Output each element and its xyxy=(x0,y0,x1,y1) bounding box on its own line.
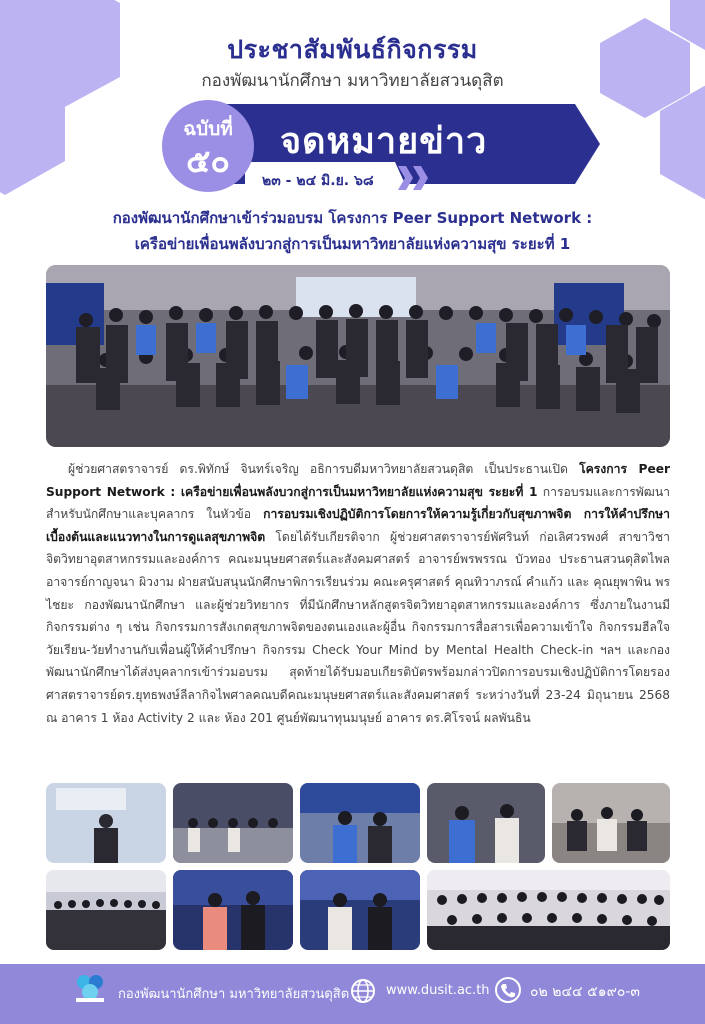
news-body-text xyxy=(46,458,670,729)
page-title: ประชาสัมพันธ์กิจกรรม xyxy=(227,35,478,64)
activity-photo-1 xyxy=(46,783,166,863)
activity-photo-6 xyxy=(46,870,166,950)
group-photo xyxy=(46,265,670,447)
footer-organization: กองพัฒนานักศึกษา มหาวิทยาลัยสวนดุสิต xyxy=(118,987,350,1002)
activity-photo-9 xyxy=(427,870,670,950)
page-subtitle: กองพัฒนานักศึกษา มหาวิทยาลัยสวนดุสิต xyxy=(201,71,504,91)
issue-badge xyxy=(162,100,254,192)
activity-photo-4 xyxy=(427,783,545,863)
body-topic-intro: การอบรมและการพัฒนาสำหรับนักศึกษาและบุคลากร ในหัวข้อ xyxy=(46,484,670,522)
headline-line-1: กองพัฒนานักศึกษาเข้าร่วมอบรม โครงการ Peer Support Network : xyxy=(112,209,593,227)
body-details: โดยได้รับเกียรติจาก ผู้ช่วยศาสตราจารย์พัศรินท์ ก่อเลิศวรพงศ์ สาขาวิชาจิตวิทยาอุตสาหกรรมและองค์การ คณะมนุษยศาสตร์และสังคมศาสตร์ อาจารย์พรพรรณ บัวทอง ประธานสวนดุสิตไพล อาจารย์กาญจนา ผิวงาม ฝ่ายสนับสนุนนักศึกษาพิการเรียนร่วม คณะครุศาสตร์ คุณทิวาภรณ์ คำแก้ว และ คุณยุพาพิน พรไชยะ กองพัฒนานักศึกษา และผู้ช่วยวิทยากร ที่มีนักศึกษาหลักสูตรจิตวิทยาอุตสาหกรรมและองค์การ ซึ่งภายในงานมีกิจกรรมต่าง ๆ เช่น กิจกรรมการสังเกตสุขภาพจิตของตนเองและผู้อื่น กิจกรรมการสื่อสารเพื่อความเข้าใจ กิจกรรมฮีลใจวัยเรียน-วัยทำงานกับเพื่อนผู้ให้คำปรึกษา กิจกรรม Check Your Mind by Mental Health Check-in ฯลฯ และกองพัฒนานักศึกษาได้ส่งบุคลากรเข้าร่วมอบรม สุดท้ายได้รับมอบเกียรติบัตรพร้อมกล่าวปิดการอบรมเชิงปฏิบัติการโดยรองศาสตราจารย์ดร.ยุทธพงษ์ลีลากิจไพศาลคณบดีคณะมนุษยศาสตร์และสังคมศาสตร์ ระหว่างวันที่ 23-24 มิถุนายน 2568 ณ อาคาร 1 ห้อง Activity 2 และ ห้อง 201 ศูนย์พัฒนาทุนมนุษย์ อาคาร ดร.ศิโรจน์ ผลพันธิน xyxy=(46,529,670,725)
body-project-name: โครงการ Peer Support Network : เครือข่ายเพื่อนพลังบวกสู่การเป็นมหาวิทยาลัยแห่งความสุข ระยะที่ 1 xyxy=(46,462,670,499)
phone-icon xyxy=(494,976,522,1004)
body-intro: ผู้ช่วยศาสตราจารย์ ดร.พิทักษ์ จินทร์เจริญ อธิการบดีมหาวิทยาลัยสวนดุสิต เป็นประธานเปิด xyxy=(68,462,568,476)
activity-photo-7 xyxy=(173,870,293,950)
globe-icon xyxy=(350,978,376,1004)
news-headline xyxy=(20,205,685,257)
activity-photo-8 xyxy=(300,870,420,950)
university-logo-icon xyxy=(72,972,108,1004)
body-workshop-topic: การอบรมเชิงปฏิบัติการโดยการให้ความรู้เกี่ยวกับสุขภาพจิต การให้คำปรึกษาเบื้องต้นและแนวทางในการดูแลสุขภาพจิต xyxy=(46,507,671,544)
activity-photo-2 xyxy=(173,783,293,863)
footer-website-link[interactable]: www.dusit.ac.th xyxy=(386,983,490,998)
headline-line-2: เครือข่ายเพื่อนพลังบวกสู่การเป็นมหาวิทยาลัยแห่งความสุข ระยะที่ 1 xyxy=(134,235,571,253)
issue-date: ๒๓ - ๒๔ มิ.ย. ๖๘ xyxy=(262,173,374,189)
activity-photo-5 xyxy=(552,783,670,863)
issue-label: ฉบับที่ xyxy=(183,118,233,140)
footer-phone-number[interactable]: ๐๒ ๒๔๔ ๕๑๙๐-๓ xyxy=(530,984,640,1000)
activity-photo-3 xyxy=(300,783,420,863)
issue-number: ๕๐ xyxy=(186,142,230,180)
newsletter-title: จดหมายข่าว xyxy=(280,121,488,162)
